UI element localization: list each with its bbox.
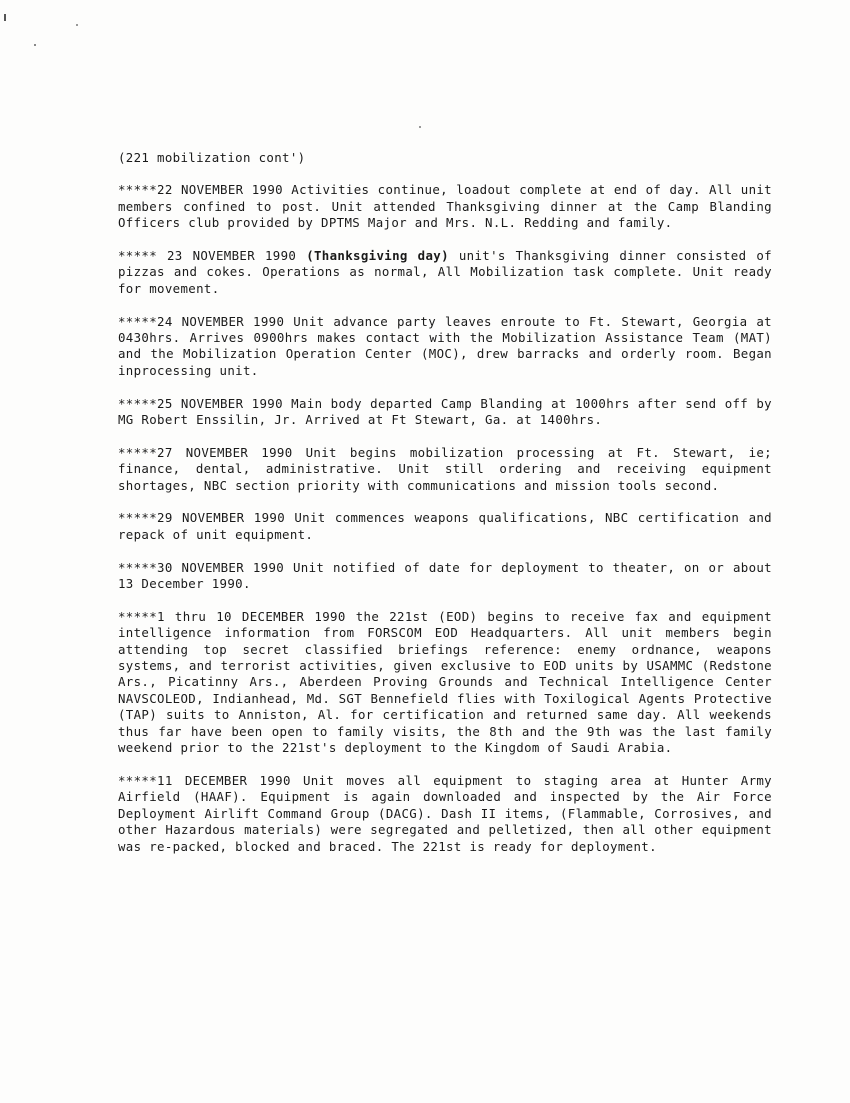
page-header: (221 mobilization cont') <box>118 150 306 165</box>
scan-speck <box>76 24 78 26</box>
typed-report <box>118 150 772 871</box>
entry-nov-23-body: unit's Thanksgiving dinner consisted of pizzas and cokes. Operations as normal, All Mobilization task complete. Unit ready for movement. <box>118 248 772 296</box>
entry-nov-30: *****30 NOVEMBER 1990 Unit notified of date for deployment to theater, on or about 13 December 1990. <box>118 559 772 592</box>
entry-dec-1-10: *****1 thru 10 DECEMBER 1990 the 221st (EOD) begins to receive fax and equipment intelligence information from FORSCOM EOD Headquarters. All unit members begin attending top secret classified briefings reference: enemy ordnance, weapons systems, and terrorist activities, given exclusive to EOD units by USAMMC (Redstone Ars., Picatinny Ars., Aberdeen Proving Grounds and Technical Intelligence Center NAVSCOLEOD, Indianhead, Md. SGT Bennefield flies with Toxilogical Agents Protective (TAP) suits to Anniston, Al. for certification and returned same day. All weekends thus far have been open to family visits, the 8th and the 9th was the last family weekend prior to the 221st's deployment to the Kingdom of Saudi Arabia. <box>118 608 772 756</box>
entry-nov-23-date: ***** 23 NOVEMBER 1990 <box>118 248 307 264</box>
scan-speck <box>34 44 36 46</box>
entry-nov-22: *****22 NOVEMBER 1990 Activities continue, loadout complete at end of day. All unit members confined to post. Unit attended Thanksgiving dinner at the Camp Blanding Officers club provided by DPTMS Major and Mrs. N.L. Redding and family. <box>118 182 772 231</box>
scan-speck <box>4 14 6 21</box>
scan-speck <box>419 126 421 128</box>
entry-nov-23 <box>118 248 772 297</box>
entry-nov-23-holiday: (Thanksgiving day) <box>306 248 449 264</box>
entry-dec-11: *****11 DECEMBER 1990 Unit moves all equipment to staging area at Hunter Army Airfield (HAAF). Equipment is again downloaded and inspected by the Air Force Deployment Airlift Command Group (DACG). Dash II items, (Flammable, Corrosives, and other Hazardous materials) were segregated and pelletized, then all other equipment was re-packed, blocked and braced. The 221st is ready for deployment. <box>118 772 772 854</box>
entry-nov-25: *****25 NOVEMBER 1990 Main body departed Camp Blanding at 1000hrs after send off by MG Robert Enssilin, Jr. Arrived at Ft Stewart, Ga. at 1400hrs. <box>118 395 772 428</box>
entry-nov-29: *****29 NOVEMBER 1990 Unit commences weapons qualifications, NBC certification and repack of unit equipment. <box>118 510 772 542</box>
entry-nov-27: *****27 NOVEMBER 1990 Unit begins mobilization processing at Ft. Stewart, ie; finance, dental, administrative. Unit still ordering and receiving equipment shortages, NBC section priority with communications and mission tools second. <box>118 444 772 493</box>
entry-nov-24: *****24 NOVEMBER 1990 Unit advance party leaves enroute to Ft. Stewart, Georgia at 0430hrs. Arrives 0900hrs makes contact with the Mobilization Assistance Team (MAT) and the Mobilization Operation Center (MOC), drew barracks and orderly room. Began inprocessing unit. <box>118 313 772 378</box>
